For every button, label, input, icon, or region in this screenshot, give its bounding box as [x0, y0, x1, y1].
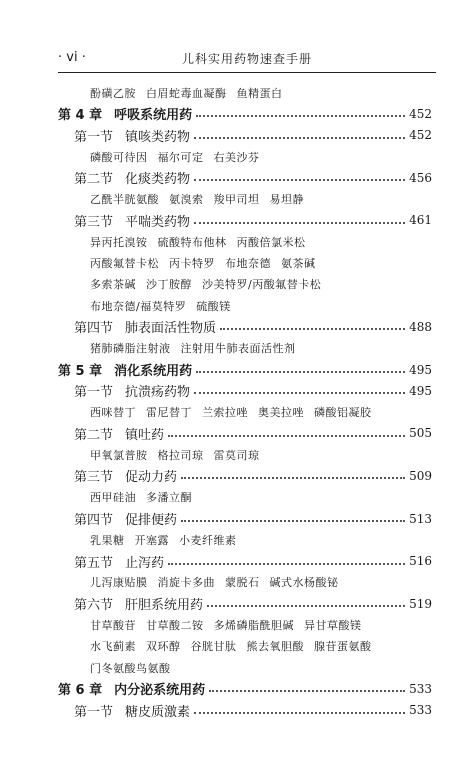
drug-name: 开塞露	[134, 533, 169, 547]
drug-name: 异丙托溴铵	[90, 235, 148, 249]
drug-name: 甘草酸二铵	[146, 619, 204, 633]
section-label: 第一节	[74, 385, 114, 401]
drug-list	[0, 657, 476, 678]
drug-name: 熊去氧胆酸	[246, 640, 304, 654]
chapter-label: 第 5 章	[58, 364, 103, 379]
drug-name: 双环醇	[146, 640, 181, 654]
drug-name: 右美沙芬	[213, 150, 260, 164]
dot-leader	[181, 519, 405, 522]
drug-name: 甘草酸苷	[90, 619, 136, 633]
section-label: 第三节	[74, 214, 114, 230]
page-ref: 452	[409, 128, 432, 143]
section-title: 平喘类药物	[125, 214, 191, 230]
dot-leader	[194, 178, 405, 181]
section-title: 促动力药	[125, 470, 178, 486]
dot-leader	[168, 434, 405, 437]
drug-name: 氨溴索	[169, 193, 204, 207]
drug-name: 甲氧氯普胺	[90, 448, 148, 462]
drug-name: 西甲硅油	[90, 491, 136, 505]
page-ref: 513	[409, 511, 432, 526]
section-title: 糖皮质激素	[125, 704, 191, 720]
page-ref: 456	[409, 170, 432, 185]
page-ref: 495	[409, 362, 432, 377]
drug-name: 注射用牛肺表面活性剂	[180, 342, 296, 356]
dot-leader	[196, 370, 405, 373]
section-title: 镇咳类药物	[125, 129, 191, 145]
chapter-title: 内分泌系统用药	[114, 683, 206, 699]
drug-name: 丙酸倍氯米松	[236, 235, 306, 249]
drug-name: 布地奈德/福莫特罗	[90, 299, 187, 313]
section-entry	[0, 465, 476, 486]
drug-name: 雷尼替丁	[146, 406, 192, 420]
drug-name: 雷莫司琼	[213, 448, 260, 462]
section-entry	[0, 700, 476, 721]
dot-leader	[194, 711, 405, 714]
drug-name: 磷酸铝凝胶	[314, 406, 372, 420]
section-label: 第三节	[74, 470, 114, 486]
drug-name: 布地奈德	[225, 257, 271, 271]
page-ref: 519	[409, 596, 432, 611]
drug-name: 异甘草酸镁	[304, 619, 362, 633]
chapter-entry	[0, 359, 476, 380]
page-ref: 533	[409, 703, 432, 718]
section-entry	[0, 551, 476, 572]
drug-name: 磷酸可待因	[90, 150, 148, 164]
drug-name: 消旋卡多曲	[157, 576, 215, 590]
section-entry	[0, 167, 476, 188]
chapter-entry	[0, 103, 476, 124]
drug-list	[0, 529, 476, 550]
drug-list	[0, 487, 476, 508]
drug-list	[0, 614, 476, 635]
drug-name: 沙丁胺醇	[146, 278, 192, 292]
page-ref: 505	[409, 426, 432, 441]
chapter-label: 第 4 章	[58, 108, 103, 124]
drug-name: 丙酸氟替卡松	[90, 257, 159, 271]
section-label: 第二节	[74, 172, 114, 188]
drug-name: 鱼精蛋白	[236, 86, 283, 100]
section-title: 肺表面活性物质	[125, 321, 217, 337]
chapter-title: 消化系统用药	[114, 364, 193, 379]
drug-name: 氨茶碱	[281, 257, 316, 271]
section-title: 抗溃疡药物	[125, 385, 191, 401]
drug-name: 酚磺乙胺	[90, 86, 136, 100]
dot-leader	[194, 391, 405, 394]
section-title: 促排便药	[125, 513, 178, 529]
section-title: 镇吐药	[125, 427, 165, 443]
drug-name: 西咪替丁	[90, 406, 136, 420]
page-number: · vi ·	[58, 50, 86, 65]
drug-name: 白眉蛇毒血凝酶	[146, 86, 227, 100]
section-title: 止泻药	[125, 555, 165, 571]
section-entry	[0, 380, 476, 401]
chapter-title: 呼吸系统用药	[114, 108, 193, 124]
dot-leader	[209, 689, 405, 692]
section-entry	[0, 593, 476, 614]
drug-list	[0, 636, 476, 657]
page-ref: 452	[409, 106, 432, 121]
drug-name: 儿泻康贴膜	[90, 576, 148, 590]
drug-list	[0, 252, 476, 273]
page-ref: 533	[409, 681, 432, 696]
drug-name: 羧甲司坦	[213, 193, 260, 207]
section-entry	[0, 316, 476, 337]
drug-name: 门冬氨酸鸟氨酸	[90, 661, 171, 675]
section-label: 第五节	[74, 555, 114, 571]
drug-list	[0, 444, 476, 465]
page-header	[58, 46, 436, 73]
chapter-label: 第 6 章	[58, 683, 103, 699]
drug-name: 兰索拉唑	[202, 406, 248, 420]
section-label: 第六节	[74, 598, 114, 614]
drug-name: 猪肺磷脂注射液	[90, 342, 171, 356]
drug-name: 易坦静	[269, 193, 304, 207]
drug-list	[0, 146, 476, 167]
dot-leader	[194, 221, 405, 224]
drug-list	[0, 188, 476, 209]
drug-list	[0, 82, 476, 103]
drug-name: 多潘立酮	[146, 491, 192, 505]
page-ref: 488	[409, 319, 432, 334]
section-entry	[0, 508, 476, 529]
dot-leader	[181, 476, 405, 479]
section-label: 第四节	[74, 513, 114, 529]
drug-name: 多烯磷脂酰胆碱	[213, 619, 294, 633]
drug-name: 小麦纤维素	[179, 533, 237, 547]
dot-leader	[168, 562, 405, 565]
section-title: 化痰类药物	[125, 172, 191, 188]
running-title: 儿科实用药物速查手册	[181, 52, 312, 66]
dot-leader	[194, 136, 405, 139]
dot-leader	[196, 114, 405, 117]
drug-name: 硫酸镁	[196, 299, 231, 313]
drug-list	[0, 572, 476, 593]
section-label: 第一节	[74, 129, 114, 145]
drug-name: 沙美特罗/丙酸氟替卡松	[202, 278, 322, 292]
drug-list	[0, 231, 476, 252]
drug-name: 乙酰半胱氨酸	[90, 193, 159, 207]
drug-name: 腺苷蛋氨酸	[314, 640, 372, 654]
dot-leader	[207, 604, 405, 607]
drug-name: 碱式水杨酸铋	[269, 576, 339, 590]
drug-list	[0, 338, 476, 359]
drug-name: 蒙脱石	[225, 576, 260, 590]
chapter-entry	[0, 678, 476, 699]
drug-name: 硫酸特布他林	[157, 235, 227, 249]
page-ref: 516	[409, 554, 432, 569]
section-entry	[0, 423, 476, 444]
table-of-contents	[0, 82, 476, 721]
section-entry	[0, 210, 476, 231]
drug-list	[0, 295, 476, 316]
page-ref: 509	[409, 468, 432, 483]
drug-list	[0, 274, 476, 295]
drug-name: 谷胱甘肽	[190, 640, 237, 654]
section-entry	[0, 125, 476, 146]
drug-name: 多索茶碱	[90, 278, 136, 292]
drug-name: 丙卡特罗	[169, 257, 215, 271]
page-ref: 495	[409, 383, 432, 398]
drug-name: 乳果糖	[90, 533, 125, 547]
drug-list	[0, 401, 476, 422]
section-label: 第一节	[74, 704, 114, 720]
page-ref: 461	[409, 213, 432, 228]
dot-leader	[220, 327, 405, 330]
drug-name: 福尔可定	[157, 150, 204, 164]
section-label: 第四节	[74, 321, 114, 337]
section-label: 第二节	[74, 427, 114, 443]
section-title: 肝胆系统用药	[125, 598, 204, 614]
drug-name: 奥美拉唑	[258, 406, 304, 420]
drug-name: 格拉司琼	[157, 448, 204, 462]
drug-name: 水飞蓟素	[90, 640, 136, 654]
